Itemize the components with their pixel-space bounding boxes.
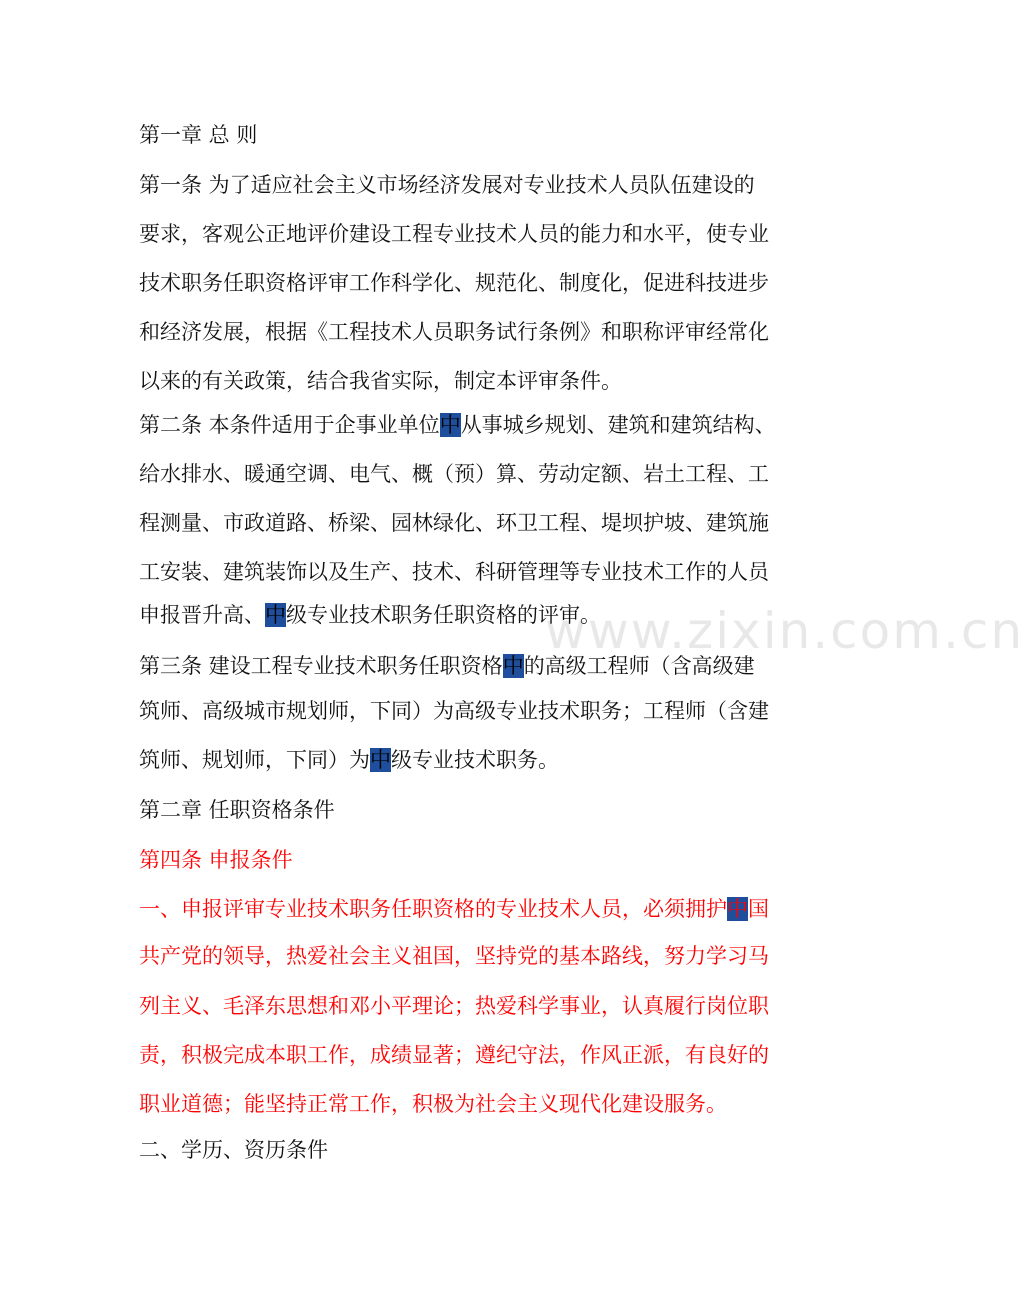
text-line xyxy=(139,1089,727,1119)
text-run: 第三条 建设工程专业技术职务任职资格 xyxy=(139,654,503,678)
text-run: 以来的有关政策，结合我省实际，制定本评审条件。 xyxy=(139,369,622,393)
text-line xyxy=(139,120,257,150)
text-run: 申报晋升高、 xyxy=(139,603,265,627)
text-run: 第四条 申报条件 xyxy=(139,848,293,872)
text-run: 第一条 为了适应社会主义市场经济发展对专业技术人员队伍建设的 xyxy=(139,173,755,197)
text-run: 二、学历、资历条件 xyxy=(139,1138,328,1162)
text-line xyxy=(139,894,769,924)
text-run: 职业道德；能坚持正常工作，积极为社会主义现代化建设服务。 xyxy=(139,1092,727,1116)
text-line xyxy=(139,1040,769,1070)
text-run: 共产党的领导，热爱社会主义祖国，坚持党的基本路线，努力学习马 xyxy=(139,944,769,968)
text-run: 国 xyxy=(748,897,769,921)
text-run: 筑师、规划师，下同）为 xyxy=(139,748,370,772)
text-run: 一、申报评审专业技术职务任职资格的专业技术人员，必须拥护 xyxy=(139,897,727,921)
text-run: 技术职务任职资格评审工作科学化、规范化、制度化，促进科技进步 xyxy=(139,271,769,295)
text-run: 要求，客观公正地评价建设工程专业技术人员的能力和水平，使专业 xyxy=(139,222,769,246)
watermark: www.zixin.com.cn xyxy=(545,602,1024,660)
text-run: 责，积极完成本职工作，成绩显著；遵纪守法，作风正派，有良好的 xyxy=(139,1043,769,1067)
text-line xyxy=(139,845,293,875)
text-line xyxy=(139,410,776,440)
search-highlight: 中 xyxy=(370,748,391,772)
text-run: 的高级工程师（含高级建 xyxy=(523,654,755,678)
search-highlight: 中 xyxy=(439,413,461,437)
text-run: 第二条 本条件适用于企事业单位 xyxy=(139,413,440,437)
text-run: 第二章 任职资格条件 xyxy=(139,798,335,822)
text-run: 级专业技术职务任职资格的评审。 xyxy=(286,603,601,627)
text-line xyxy=(139,745,559,775)
search-highlight: 中 xyxy=(265,603,286,627)
text-line xyxy=(139,366,622,396)
text-line xyxy=(139,268,769,298)
text-run: 给水排水、暖通空调、电气、概（预）算、劳动定额、岩土工程、工 xyxy=(139,462,769,486)
text-line xyxy=(139,696,769,726)
text-line xyxy=(139,651,755,681)
text-line xyxy=(139,557,769,587)
text-run: 程测量、市政道路、桥梁、园林绿化、环卫工程、堤坝护坡、建筑施 xyxy=(139,511,769,535)
text-line xyxy=(139,317,769,347)
text-line xyxy=(139,795,335,825)
search-highlight: 中 xyxy=(727,897,748,921)
text-run: 第一章 总 则 xyxy=(139,123,258,147)
text-run: 从事城乡规划、建筑和建筑结构、 xyxy=(460,413,776,437)
text-line xyxy=(139,941,769,971)
text-line xyxy=(139,1135,328,1165)
text-run: 筑师、高级城市规划师，下同）为高级专业技术职务；工程师（含建 xyxy=(139,699,769,723)
text-line xyxy=(139,600,601,630)
text-line xyxy=(139,508,769,538)
text-line xyxy=(139,459,769,489)
text-run: 级专业技术职务。 xyxy=(391,748,559,772)
text-run: 和经济发展，根据《工程技术人员职务试行条例》和职称评审经常化 xyxy=(139,320,769,344)
text-line xyxy=(139,991,769,1021)
text-line xyxy=(139,219,769,249)
search-highlight: 中 xyxy=(502,654,524,678)
text-run: 列主义、毛泽东思想和邓小平理论；热爱科学事业，认真履行岗位职 xyxy=(139,994,769,1018)
text-line xyxy=(139,170,755,200)
text-run: 工安装、建筑装饰以及生产、技术、科研管理等专业技术工作的人员 xyxy=(139,560,769,584)
